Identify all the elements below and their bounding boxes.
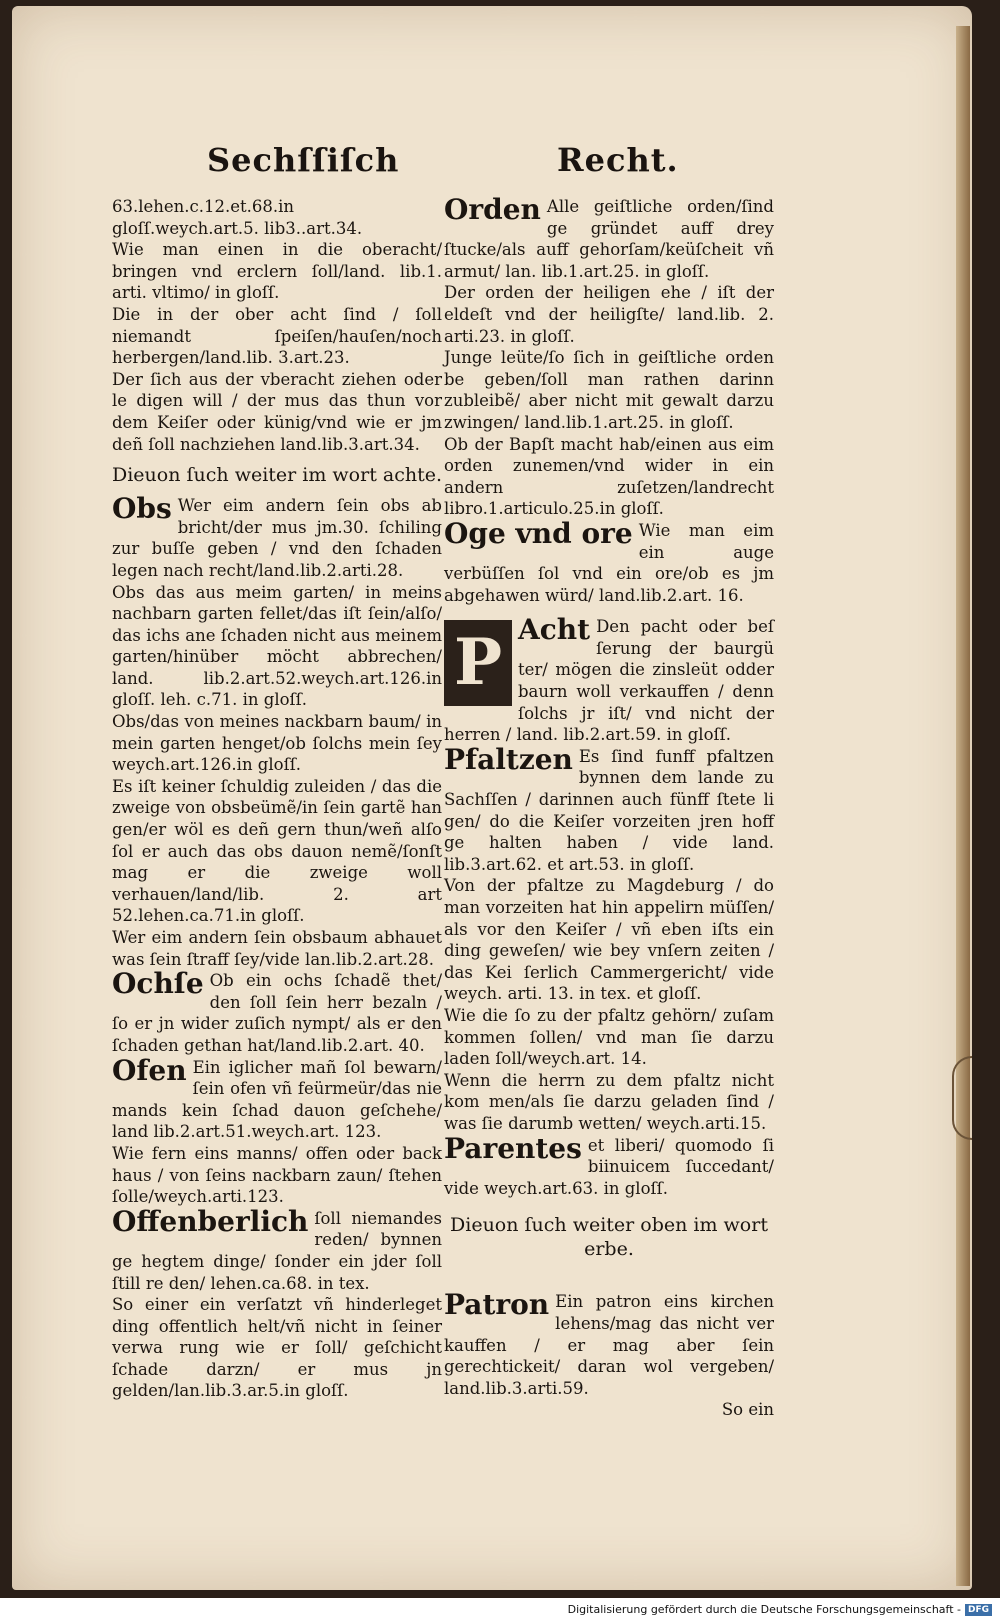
- lemma-oge: Oge vnd ore: [444, 516, 633, 550]
- footer-credit: Digitalisierung gefördert durch die Deutsche Forschungsgemeinschaft -: [567, 1603, 961, 1616]
- lemma-pacht: Acht: [518, 613, 591, 647]
- paragraph: Wenn die herrn zu dem pfaltz nicht kom men/als ſie darzu geladen ſind / was ſie darumb wetten/ weych.arti.15.: [444, 1070, 774, 1133]
- entry-text: Ein iglicher mañ ſol bewarn/ ſein ofen vñ feürmeür/das nie mands kein ſchad dauon geſchehe/ land lib.2.art.51.weych.art. 123.: [112, 1057, 442, 1142]
- footer-bar: [0, 1598, 1000, 1621]
- right-column: [444, 193, 774, 1421]
- entry-text: Es ſind funff pfaltzen bynnen dem lande zu Sachſſen / darinnen auch fünff ſtete li gen/ do die Keiſer vorzeiten jren hoff ge halten haben / vide land. lib.3.art.62. et art.53. in gloſſ.: [444, 746, 774, 874]
- paragraph: Der orden der heiligen ehe / iſt der eldeſt vnd der heiligſte/ land.lib. 2. arti.23. in gloſſ.: [444, 283, 774, 346]
- paragraph: Es iſt keiner ſchuldig zuleiden / das die zweige von obsbeümẽ/in ſein gartẽ han gen/er wöl es deñ gern thun/weñ alſo ſol er auch das obs dauon nemẽ/ſonſt mag er die zweige woll verhauen/land/lib. 2. art 52.lehen.ca.71.in gloſſ.: [112, 776, 442, 926]
- entry-parentes: [444, 1131, 774, 1200]
- book-page: [12, 6, 972, 1590]
- running-head-right: Recht.: [557, 141, 679, 179]
- paragraph: Wie fern eins manns/ offen oder back haus / von ſeins nackbarn zaun/ ſtehen ſolle/weych.arti.123.: [112, 1143, 442, 1207]
- entry-ofen: [112, 1053, 442, 1143]
- entry-pfaltzen: [444, 742, 774, 876]
- entry-text: Wie man eim ein auge verbüſſen ſol vnd ein ore/ob es jm abgehawen würd/ land.lib.2.art. 16.: [444, 520, 774, 605]
- paragraph: Obs das aus meim garten/ in meins nachbarn garten fellet/das iſt ſein/alſo/ das ichs ane ſchaden nicht aus meinem garten/hinüber möcht abbrechen/ land. lib.2.art.52.weych.art.126.in gloſſ. leh. c.71. in gloſſ.: [112, 582, 442, 710]
- paragraph: So einer ein verſatzt vñ hinderleget ding offentlich helt/vñ nicht in ſeiner verwa rung wie er ſoll/ geſchicht ſchade darzn/ er mus jn gelden/lan.lib.3.ar.5.in gloſſ.: [112, 1295, 442, 1401]
- lemma-pfaltzen: Pfaltzen: [444, 742, 573, 776]
- entry-obs: [112, 492, 442, 581]
- lemma-ochse: Ochſe: [112, 967, 204, 1001]
- paragraph: 63.lehen.c.12.et.68.in gloſſ.weych.art.5. lib3..art.34.: [112, 197, 363, 238]
- paragraph: Von der pfaltze zu Magdeburg / do man vorzeiten hat hin appelirn müſſen/ als vor den Keiſer / vñ eben iſts ein ding geweſen/ wie bey vnſern zeiten / das Kei ſerlich Cammergericht/ vide weych. arti. 13. in tex. et gloſſ.: [444, 876, 774, 1004]
- lemma-ofen: Ofen: [112, 1053, 187, 1087]
- entry-text: Wer eim andern ſein obs ab bricht/der mus jm.30. ſchiling zur buſſe geben / vnd den ſchaden legen nach recht/land.lib.2.arti.28.: [112, 496, 442, 580]
- catchword: So ein: [721, 1400, 774, 1420]
- lemma-obs: Obs: [112, 492, 172, 526]
- entry-text: Den pacht oder beſ ſerung der baurgü ter/ mögen die zinsleüt odder baurn woll verkauffen / denn ſolchs jr iſt/ vnd nicht der herren / land. lib.2.art.59. in gloſſ.: [444, 617, 774, 745]
- entry-text: ſoll niemandes reden/ bynnen ge hegtem dinge/ ſonder ein jder ſoll ſtill re den/ lehen.ca.68. in tex.: [112, 1208, 442, 1293]
- entry-ochse: [112, 967, 442, 1056]
- entry-text: Ein patron eins kirchen lehens/mag das nicht ver kauffen / er mag aber ſein gerechtickeit/ daran wol vergeben/ land.lib.3.arti.59.: [444, 1292, 774, 1398]
- entry-text: et liberi/ quomodo ſi biinuicem ſuccedant/ vide weych.art.63. in gloſſ.: [444, 1135, 774, 1198]
- paragraph: Wie man einen in die oberacht/ bringen vnd erclern ſoll/land. lib.1. arti. vltimo/ in gloſſ.: [112, 240, 442, 303]
- paragraph: Wie die ſo zu der pfaltz gehörn/ zuſam kommen ſollen/ vnd man ſie darzu laden ſoll/weych.art. 14.: [444, 1005, 774, 1069]
- paragraph: Der ſich aus der vberacht ziehen oder le digen will / der mus das thun vor dem Keiſer oder künig/vnd wie er jm deñ ſoll nachziehen land.lib.3.art.34.: [112, 369, 442, 454]
- entry-pacht: [444, 613, 774, 746]
- entry-patron: [444, 1288, 774, 1399]
- lemma-patron: Patron: [444, 1288, 550, 1322]
- paragraph: Wer eim andern ſein obsbaum abhauet was ſein ſtraff ſey/vide lan.lib.2.art.28.: [112, 928, 442, 969]
- entry-text: Ob ein ochs ſchadẽ thet/ den ſoll ſein herr bezaln / ſo er jn wider zuſich nympt/ als er den ſchaden gethan hat/land.lib.2.art. 40.: [112, 971, 442, 1055]
- dfg-logo: DFG: [965, 1604, 992, 1616]
- paragraph: Ob der Bapſt macht hab/einen aus eim orden zunemen/vnd wider in ein andern zuſetzen/landrecht libro.1.articulo.25.in gloſſ.: [444, 434, 774, 519]
- entry-oge: [444, 516, 774, 606]
- lemma-offenberlich: Offenberlich: [112, 1204, 309, 1238]
- cross-reference-note: Dieuon ſuch weiter oben im wort erbe.: [450, 1214, 768, 1261]
- paragraph: Obs/das von meines nackbarn baum/ in mein garten henget/ob ſolchs mein ſey weych.art.126.in gloſſ.: [112, 712, 442, 775]
- entry-orden: [444, 193, 774, 282]
- lemma-parentes: Parentes: [444, 1131, 582, 1165]
- paragraph: Die in der ober acht ſind / ſoll niemandt ſpeiſen/hauſen/noch herbergen/land.lib. 3.art.23.: [112, 304, 442, 368]
- entry-text: Alle geiſtliche orden/ſind ge gründet auff drey ſtucke/als auff gehorſam/keüſcheit vñ armut/ lan. lib.1.art.25. in gloſſ.: [444, 197, 774, 281]
- page-edge: [956, 26, 970, 1586]
- lemma-orden: Orden: [444, 193, 541, 226]
- page-clip: [952, 1056, 972, 1140]
- paragraph: Junge leüte/ſo ſich in geiſtliche orden be geben/ſoll man rathen darinn zubleibẽ/ aber nicht mit gewalt darzu zwingen/ land.lib.1.art.25. in gloſſ.: [444, 348, 774, 432]
- cross-reference-note: Dieuon ſuch weiter im wort achte.: [112, 464, 442, 487]
- decorated-initial: P: [444, 620, 512, 706]
- left-column: [112, 196, 442, 1402]
- entry-offenberlich: [112, 1204, 442, 1294]
- running-head-left: Sechſſiſch: [207, 141, 400, 179]
